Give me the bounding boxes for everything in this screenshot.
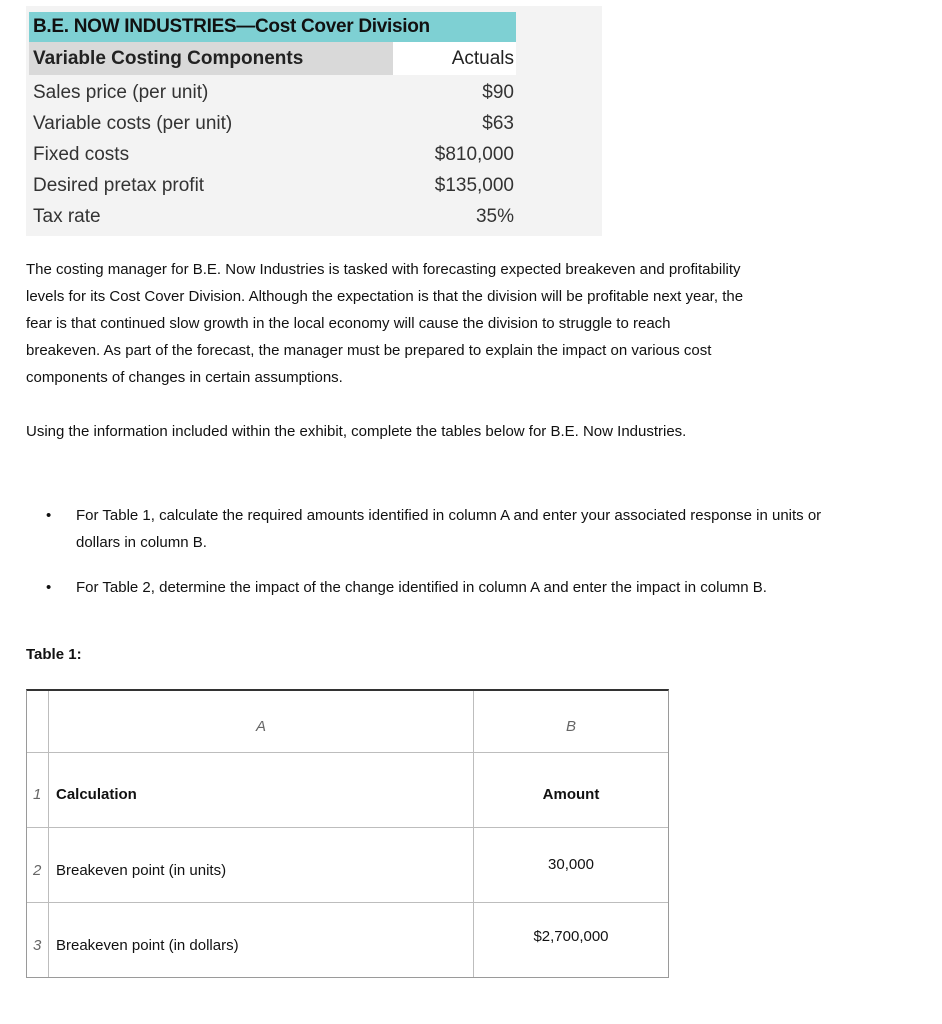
exhibit-row-label: Desired pretax profit [33,175,205,196]
intro-paragraph [26,256,866,391]
exhibit-row [29,108,516,139]
intro-line: fear is that continued slow growth in the local economy will cause the division to struggle to reach [26,315,671,332]
table-cell-value: Amount [542,786,600,803]
table-divider [27,827,668,828]
exhibit-header-components: Variable Costing Components [29,42,393,75]
table-cell-label: Breakeven point (in units) [56,862,227,879]
table-divider [27,752,668,753]
table-cell-label: Breakeven point (in dollars) [56,937,239,954]
exhibit-table [26,6,602,236]
table1-title: Table 1: [26,646,82,663]
exhibit-row-value: $90 [482,82,514,103]
column-header-b: B [565,718,576,735]
row-number: 3 [33,937,42,954]
bullet-text: For Table 2, determine the impact of the change identified in column A and enter the impact in column B. [76,579,767,596]
exhibit-header-actuals: Actuals [393,42,516,75]
exhibit-row-label: Fixed costs [33,144,130,165]
row-number: 1 [33,786,42,803]
exhibit-row [29,170,516,201]
exhibit-row-value: $810,000 [434,144,514,165]
table-cell-label: Calculation [56,786,137,803]
exhibit-row [29,77,516,108]
exhibit-row-value: 35% [475,206,514,227]
table-divider [27,902,668,903]
exhibit-row-value: $63 [482,113,514,134]
exhibit-row-label: Sales price (per unit) [33,82,209,103]
bullet-dot-icon: • [46,507,52,524]
exhibit-row [29,139,516,170]
instruction-text: Using the information included within the exhibit, complete the tables below for B.E. Now Industries. [26,423,687,440]
exhibit-row-label: Tax rate [33,206,101,227]
table1 [26,689,669,978]
intro-line: The costing manager for B.E. Now Industries is tasked with forecasting expected breakeven and profitability [26,261,741,278]
bullet-dot-icon: • [46,579,52,596]
intro-line: components of changes in certain assumptions. [26,369,343,386]
exhibit-row-value: $135,000 [434,175,514,196]
breakeven-dollars-value[interactable]: $2,700,000 [533,928,609,945]
column-header-a: A [255,718,266,735]
row-number: 2 [33,862,42,879]
bullet-text: dollars in column B. [76,534,207,551]
breakeven-units-value[interactable]: 30,000 [548,856,594,873]
intro-line: levels for its Cost Cover Division. Although the expectation is that the division will be profitable next year, the [26,288,744,305]
intro-line: breakeven. As part of the forecast, the manager must be prepared to explain the impact on various cost [26,342,712,359]
exhibit-row [29,201,516,232]
bullet-text: For Table 1, calculate the required amounts identified in column A and enter your associated response in units or [76,507,822,524]
exhibit-title: B.E. NOW INDUSTRIES—Cost Cover Division [29,12,516,42]
exhibit-row-label: Variable costs (per unit) [33,113,233,134]
